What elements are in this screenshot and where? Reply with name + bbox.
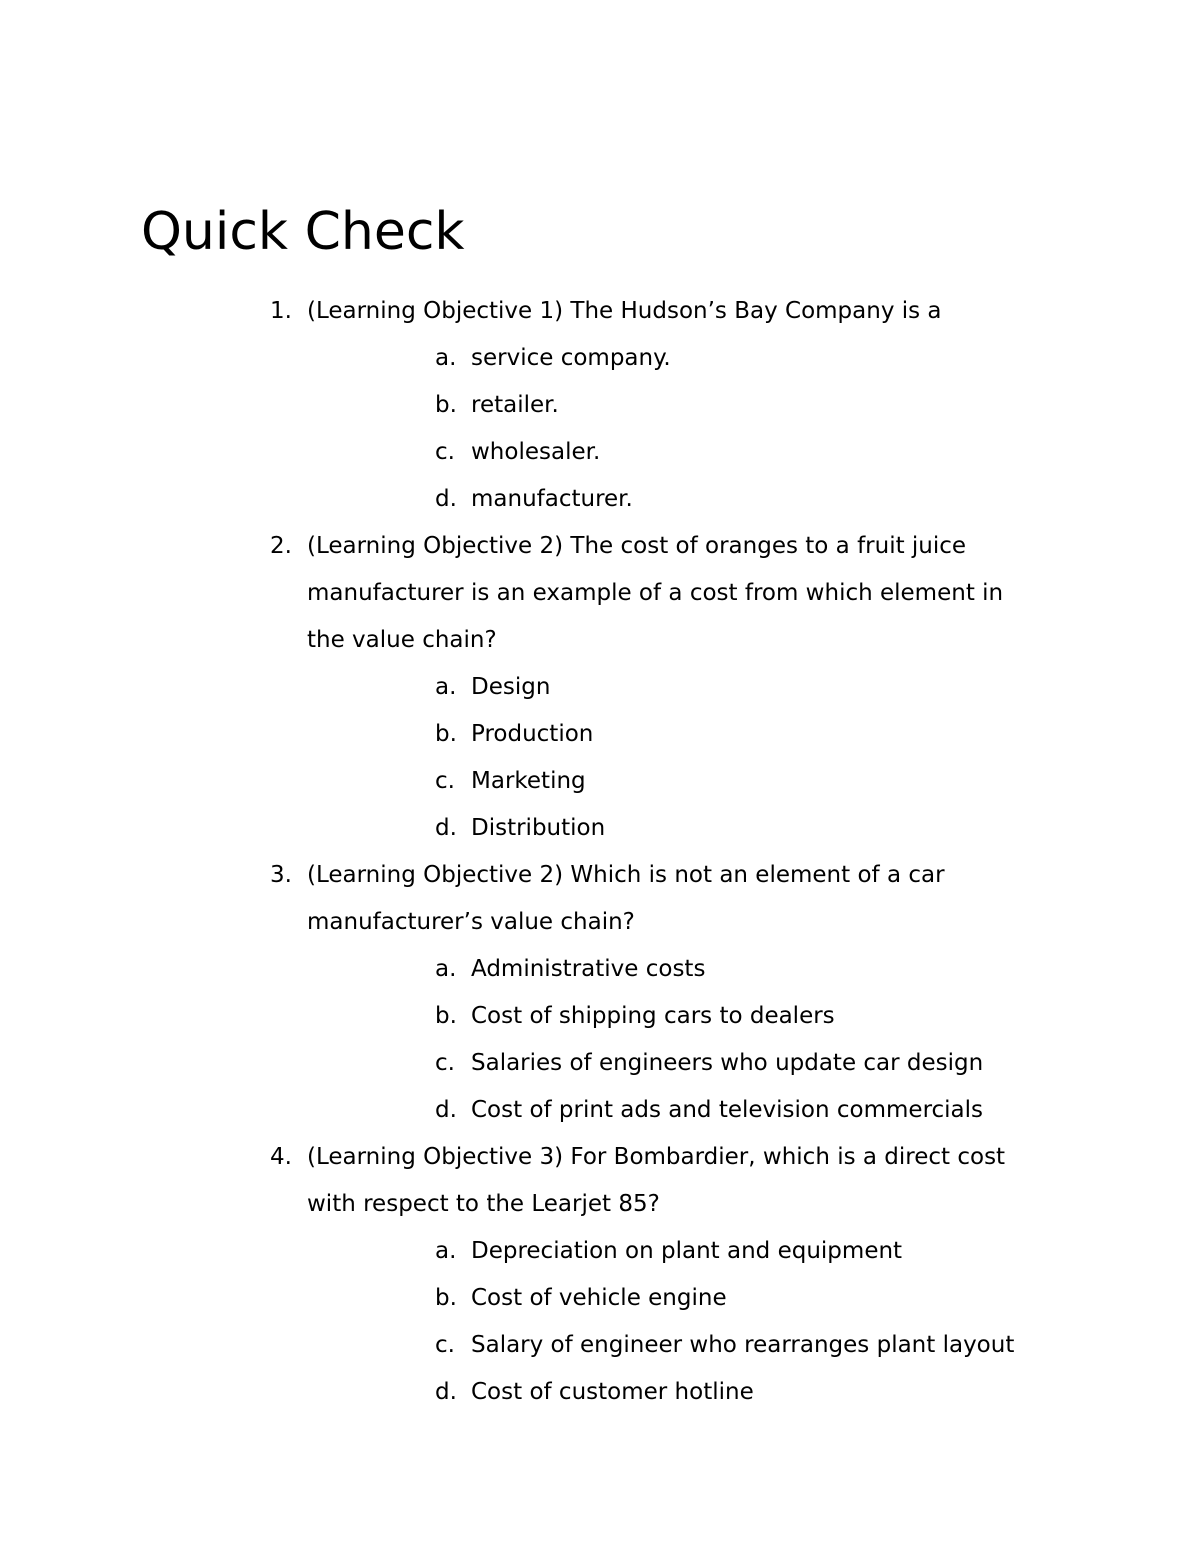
option-list [0,1228,1200,1416]
option-a [0,946,1200,993]
option-letter: c. [435,768,455,794]
question-number: 4. [270,1144,292,1170]
option-text: manufacturer. [471,486,633,512]
option-text: retailer. [471,392,559,418]
option-letter: d. [435,1097,457,1123]
option-b [0,993,1200,1040]
option-text: Salary of engineer who rearranges plant layout [471,1332,1015,1358]
question-number: 2. [270,533,292,559]
option-text: Distribution [471,815,606,841]
option-letter: c. [435,1332,455,1358]
question-1 [0,288,1200,523]
option-letter: b. [435,392,457,418]
option-text: Cost of shipping cars to dealers [471,1003,835,1029]
question-number: 1. [270,298,292,324]
option-b [0,1275,1200,1322]
option-text: Marketing [471,768,586,794]
question-line [0,899,1200,946]
option-letter: a. [435,1238,457,1264]
option-text: Salaries of engineers who update car design [471,1050,984,1076]
option-letter: d. [435,1379,457,1405]
question-line [0,523,1200,570]
option-letter: b. [435,1003,457,1029]
question-number: 3. [270,862,292,888]
option-letter: a. [435,674,457,700]
question-line [0,288,1200,335]
question-line [0,1181,1200,1228]
option-text: Cost of print ads and television commercials [471,1097,984,1123]
option-letter: a. [435,345,457,371]
option-letter: b. [435,1285,457,1311]
option-list [0,664,1200,852]
option-a [0,1228,1200,1275]
option-d [0,476,1200,523]
question-text: manufacturer is an example of a cost from which element in [307,580,1004,606]
option-c [0,1040,1200,1087]
page-title: Quick Check [141,202,465,262]
option-text: service company. [471,345,671,371]
option-text: Cost of vehicle engine [471,1285,727,1311]
question-text: with respect to the Learjet 85? [307,1191,660,1217]
option-a [0,664,1200,711]
option-b [0,382,1200,429]
option-letter: a. [435,956,457,982]
option-text: Cost of customer hotline [471,1379,754,1405]
option-text: Design [471,674,551,700]
option-d [0,1087,1200,1134]
question-text: (Learning Objective 1) The Hudson’s Bay Company is a [307,298,942,324]
option-text: Depreciation on plant and equipment [471,1238,903,1264]
option-text: Administrative costs [471,956,706,982]
question-list [0,288,1200,1416]
option-letter: b. [435,721,457,747]
question-line [0,570,1200,617]
question-text: (Learning Objective 2) The cost of oranges to a fruit juice [307,533,967,559]
option-letter: c. [435,1050,455,1076]
option-c [0,1322,1200,1369]
question-3 [0,852,1200,1134]
question-2 [0,523,1200,852]
option-letter: d. [435,815,457,841]
question-text: the value chain? [307,627,497,653]
option-a [0,335,1200,382]
question-line [0,617,1200,664]
question-text: manufacturer’s value chain? [307,909,635,935]
option-list [0,946,1200,1134]
option-d [0,805,1200,852]
option-d [0,1369,1200,1416]
option-c [0,429,1200,476]
option-c [0,758,1200,805]
question-text: (Learning Objective 3) For Bombardier, which is a direct cost [307,1144,1006,1170]
option-text: wholesaler. [471,439,601,465]
question-text: (Learning Objective 2) Which is not an element of a car [307,862,945,888]
question-line [0,852,1200,899]
option-letter: c. [435,439,455,465]
question-4 [0,1134,1200,1416]
option-letter: d. [435,486,457,512]
option-list [0,335,1200,523]
option-b [0,711,1200,758]
question-line [0,1134,1200,1181]
option-text: Production [471,721,594,747]
